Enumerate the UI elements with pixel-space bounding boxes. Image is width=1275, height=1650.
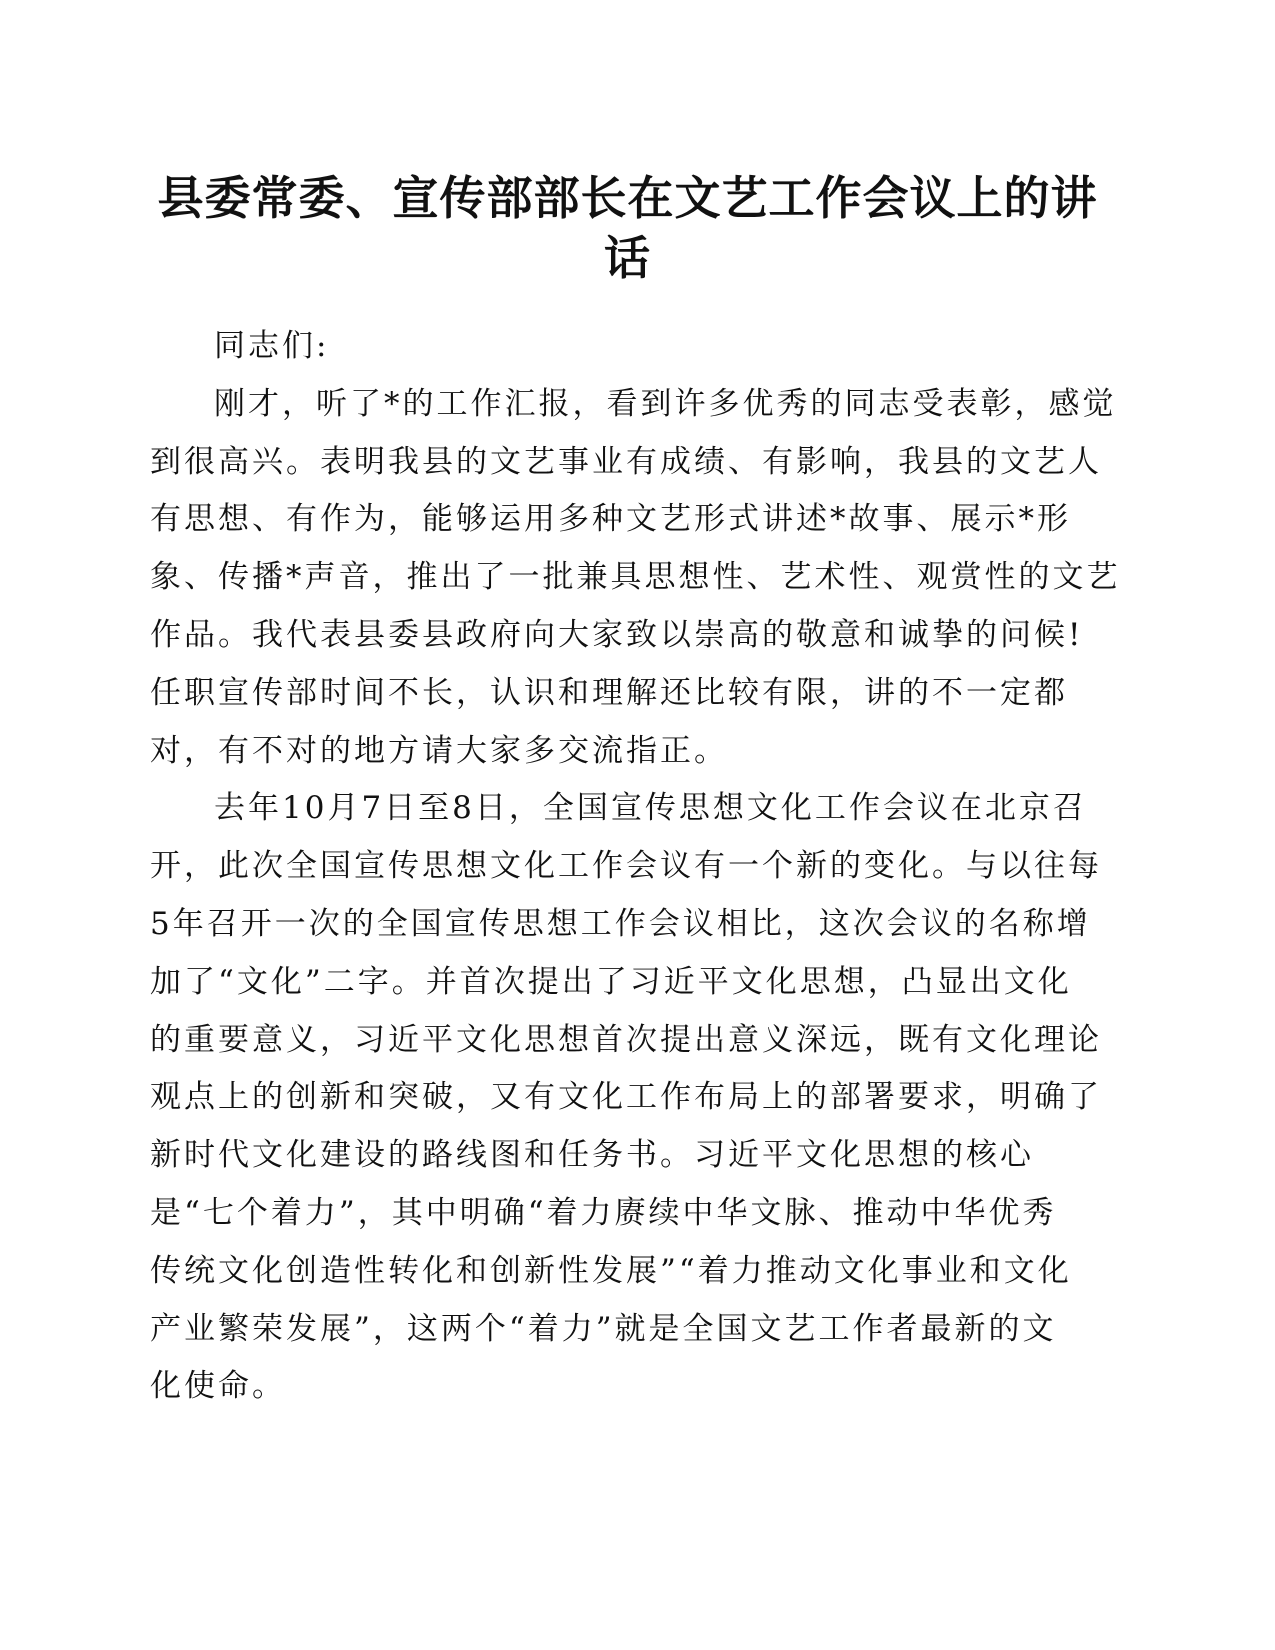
paragraph-line: 加了“文化”二字。并首次提出了习近平文化思想，凸显出文化: [150, 963, 1072, 1000]
paragraph-line: 刚才，听了*的工作汇报，看到许多优秀的同志受表彰，感觉: [214, 385, 1117, 422]
paragraph-line: 到很高兴。表明我县的文艺事业有成绩、有影响，我县的文艺人: [150, 443, 1102, 480]
paragraph-line: 传统文化创造性转化和创新性发展”“着力推动文化事业和文化: [150, 1252, 1072, 1289]
paragraph-line: 新时代文化建设的路线图和任务书。习近平文化思想的核心: [150, 1137, 1034, 1174]
paragraph-line: 的重要意义，习近平文化思想首次提出意义深远，既有文化理论: [150, 1021, 1102, 1058]
paragraph-line: 去年10月7日至8日，全国宣传思想文化工作会议在北京召: [214, 790, 1087, 827]
paragraph-line: 观点上的创新和突破，又有文化工作布局上的部署要求，明确了: [150, 1079, 1102, 1116]
paragraph-line: 象、传播*声音，推出了一批兼具思想性、艺术性、观赏性的文艺: [150, 559, 1121, 596]
paragraph-line: 开，此次全国宣传思想文化工作会议有一个新的变化。与以往每: [150, 848, 1102, 885]
title-line: 话: [604, 231, 651, 285]
paragraph-line: 产业繁荣发展”，这两个“着力”就是全国文艺工作者最新的文: [150, 1310, 1057, 1347]
paragraph-line: 作品。我代表县委县政府向大家致以崇高的敬意和诚挚的问候!: [150, 616, 1084, 653]
paragraph-line: 对，有不对的地方请大家多交流指正。: [150, 732, 728, 769]
paragraph-line: 有思想、有作为，能够运用多种文艺形式讲述*故事、展示*形: [150, 501, 1071, 538]
paragraph-line: 任职宣传部时间不长，认识和理解还比较有限，讲的不一定都: [150, 674, 1068, 711]
document-title: [150, 168, 1105, 288]
document-body: [150, 318, 1121, 1416]
title-line: 县委常委、宣传部部长在文艺工作会议上的讲: [157, 171, 1098, 225]
salutation: 同志们:: [214, 328, 330, 364]
paragraph-line: 5年召开一次的全国宣传思想工作会议相比，这次会议的名称增: [150, 905, 1091, 942]
paragraph-line: 化使命。: [150, 1368, 286, 1405]
paragraph-line: 是“七个着力”，其中明确“着力赓续中华文脉、推动中华优秀: [150, 1194, 1057, 1231]
